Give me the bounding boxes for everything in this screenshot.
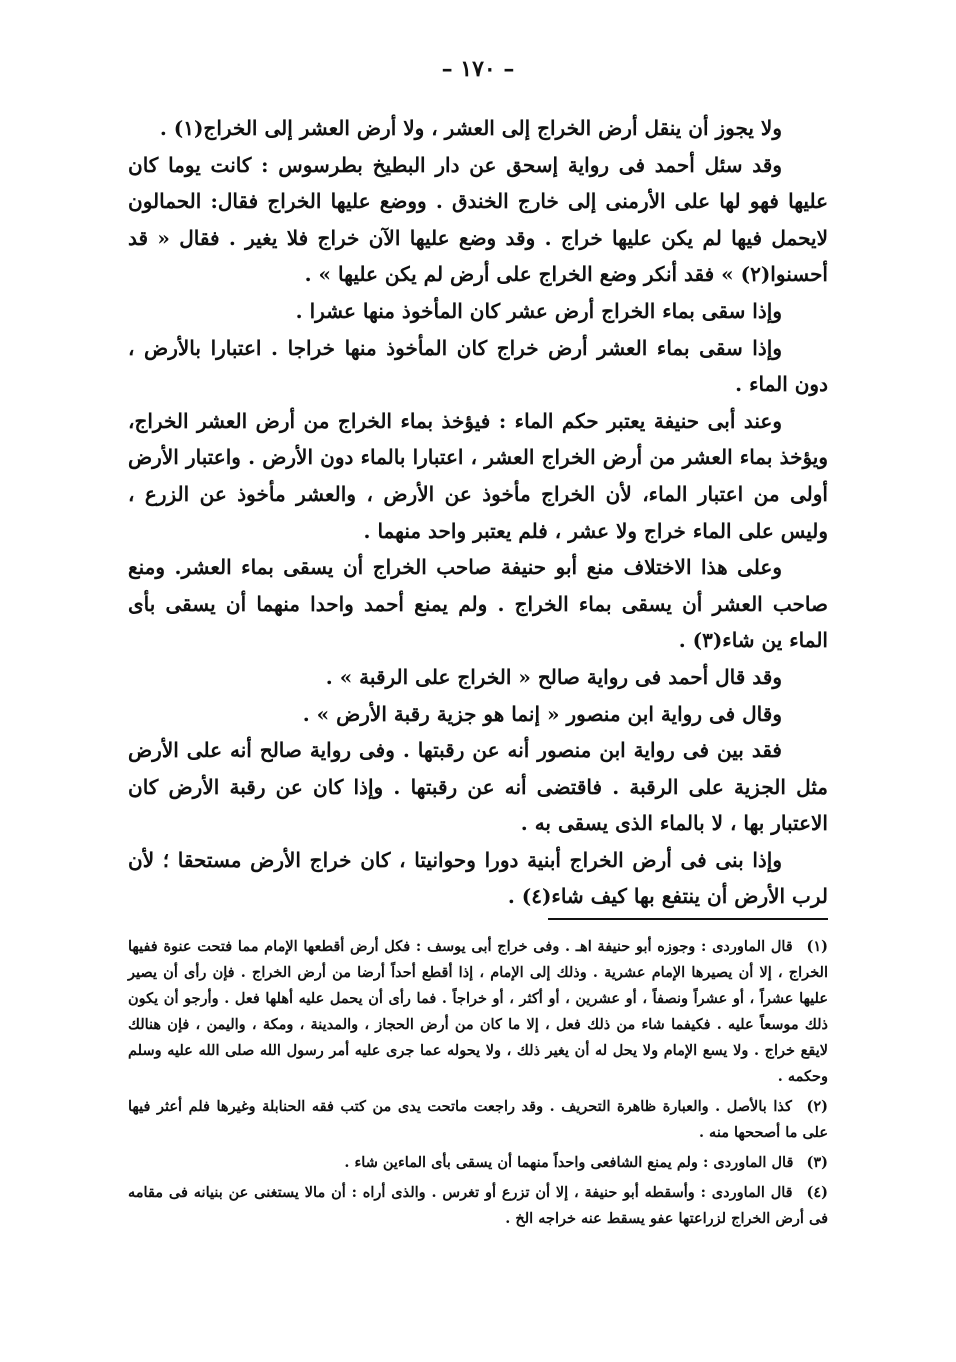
footnote-number: (٤) [806,1184,828,1201]
paragraph-1: ولا يجوز أن ينقل أرض الخراج إلى العشر ، ولا أرض العشر إلى الخراج(١) . [159,116,782,140]
paragraph-5: وعند أبى حنيفة يعتبر حكم الماء : فيؤخذ بماء الخراج من أرض العشر الخراج، ويؤخذ بماء العشر من أرض الخراج العشر ، اعتبارا بالماء دون الأرض . واعتبار الأرض أولى من اعتبار الماء، لأن الخراج مأخوذ عن الأرض ، والعشر مأخوذ عن الزرع ، وليس على الماء خراج ولا عشر ، فلم يعتبر واحد منهما . [128,408,828,543]
paragraph-6: وعلى هذا الاختلاف منع أبو حنيفة صاحب الخراج أن يسقى بماء العشر. ومنع صاحب العشر أن يسقى بماء الخراج . ولم يمنع أحمد واحدا منهما أن يسقى بأى الماء ين شاء(٣) . [128,555,828,653]
footnote-number: (٢) [806,1098,828,1115]
footnotes [128,934,828,1236]
paragraph-2: وقد سئل أحمد فى رواية إسحق عن دار البطيخ بطرسوس : كانت يوما كان عليها فهو لها على الأرمنى إلى خارج الخندق . ووضع عليها الخراج فقال: الحمالون لايحمل فيها لم يكن عليها خراج . وقد وضع عليها الآن خراج فلا يغير . فقال « قد أحسنوا(٢) » فقد أنكر وضع الخراج على أرض لم يكن عليها » . [128,152,828,287]
footnote-text: قال الماوردى : ولم يمنع الشافعى واحداً منهما أن يسقى بأى الماءين شاء . [344,1154,794,1171]
footnote-4 [128,1180,828,1232]
main-text [128,110,828,915]
page-number: – ١٧٠ – [441,56,515,82]
footnote-1 [128,934,828,1090]
paragraph-8: وقال فى رواية ابن منصور « إنما هو جزية رقبة الأرض » . [302,701,782,726]
footnote-3 [128,1150,828,1176]
footnote-text: كذا بالأصل . والعبارة ظاهرة التحريف . وقد راجعت ماتحت يدى من كتب فقه الحنابلة وغيرها فلم أعثر فيها على ما أصححها منه . [128,1098,828,1141]
footnote-separator [548,918,828,920]
paragraph-10: وإذا بنى فى أرض الخراج أبنية دورا وحوانيتا ، كان خراج الأرض مستحقا ؛ لأن لرب الأرض أن ينتفع بها كيف شاء(٤) . [128,847,828,909]
footnote-text: قال الماوردى : وأسقطه أبو حنيفة ، إلا أن تزرع أو تغرس . والذى أراه : أن مالا يستغنى عن بنيانه فى مقامه فى أرض الخراج لزراعتها عفو يسقط عنه خراجه الخ . [128,1184,828,1227]
paragraph-4: وإذا سقى بماء العشر أرض خراج كان المأخوذ منها خراجا . اعتبارا بالأرض ، دون الماء . [128,335,828,397]
paragraph-7: وقد قال أحمد فى رواية صالح « الخراج على الرقبة » . [325,664,782,689]
paragraph-9: فقد بين فى رواية ابن منصور أنه عن رقبتها . وفى رواية صالح أنه على الأرض مثل الجزية على الرقبة . فاقتضى أنه عن رقبتها . وإذا كان عن رقبة الأرض كان الاعتبار بها ، لا بالماء الذى يسقى به . [128,738,828,836]
footnote-2 [128,1094,828,1146]
footnote-text: قال الماوردى : وجوزه أبو حنيفة اهـ . وفى خراج أبى يوسف : فكل أرض أقطعها الإمام مما فتحت عنوة ففيها الخراج ، إلا أن يصيرها الإمام عشرية . وذلك إلى الإمام ، إذا أقطع أحداً أرضا من أرض الخراج . فإن رأى أن يصير عليها عشراً ، أو عشراً ونصفاً ، أو عشرين ، أو أكثر ، أو خراجاً . فما رأى أن يحمل عليه أهلها فعل . وأرجو أن يكون ذلك موسعاً عليه . فكيفما شاء من ذلك فعل ، إلا ما كان من أرض الحجاز ، والمدينة ، ومكة ، واليمن ، فإن هنالك لايقع خراج . ولا يسع الإمام ولا يحل له أن يغير ذلك ، ولا يحوله عما جرى عليه أمر رسول الله صلى الله عليه وسلم وحكمه . [128,938,828,1085]
paragraph-3: وإذا سقى بماء الخراج أرض عشر كان المأخوذ منها عشرا . [295,298,782,323]
footnote-number: (١) [806,938,828,955]
footnote-number: (٣) [806,1154,828,1171]
